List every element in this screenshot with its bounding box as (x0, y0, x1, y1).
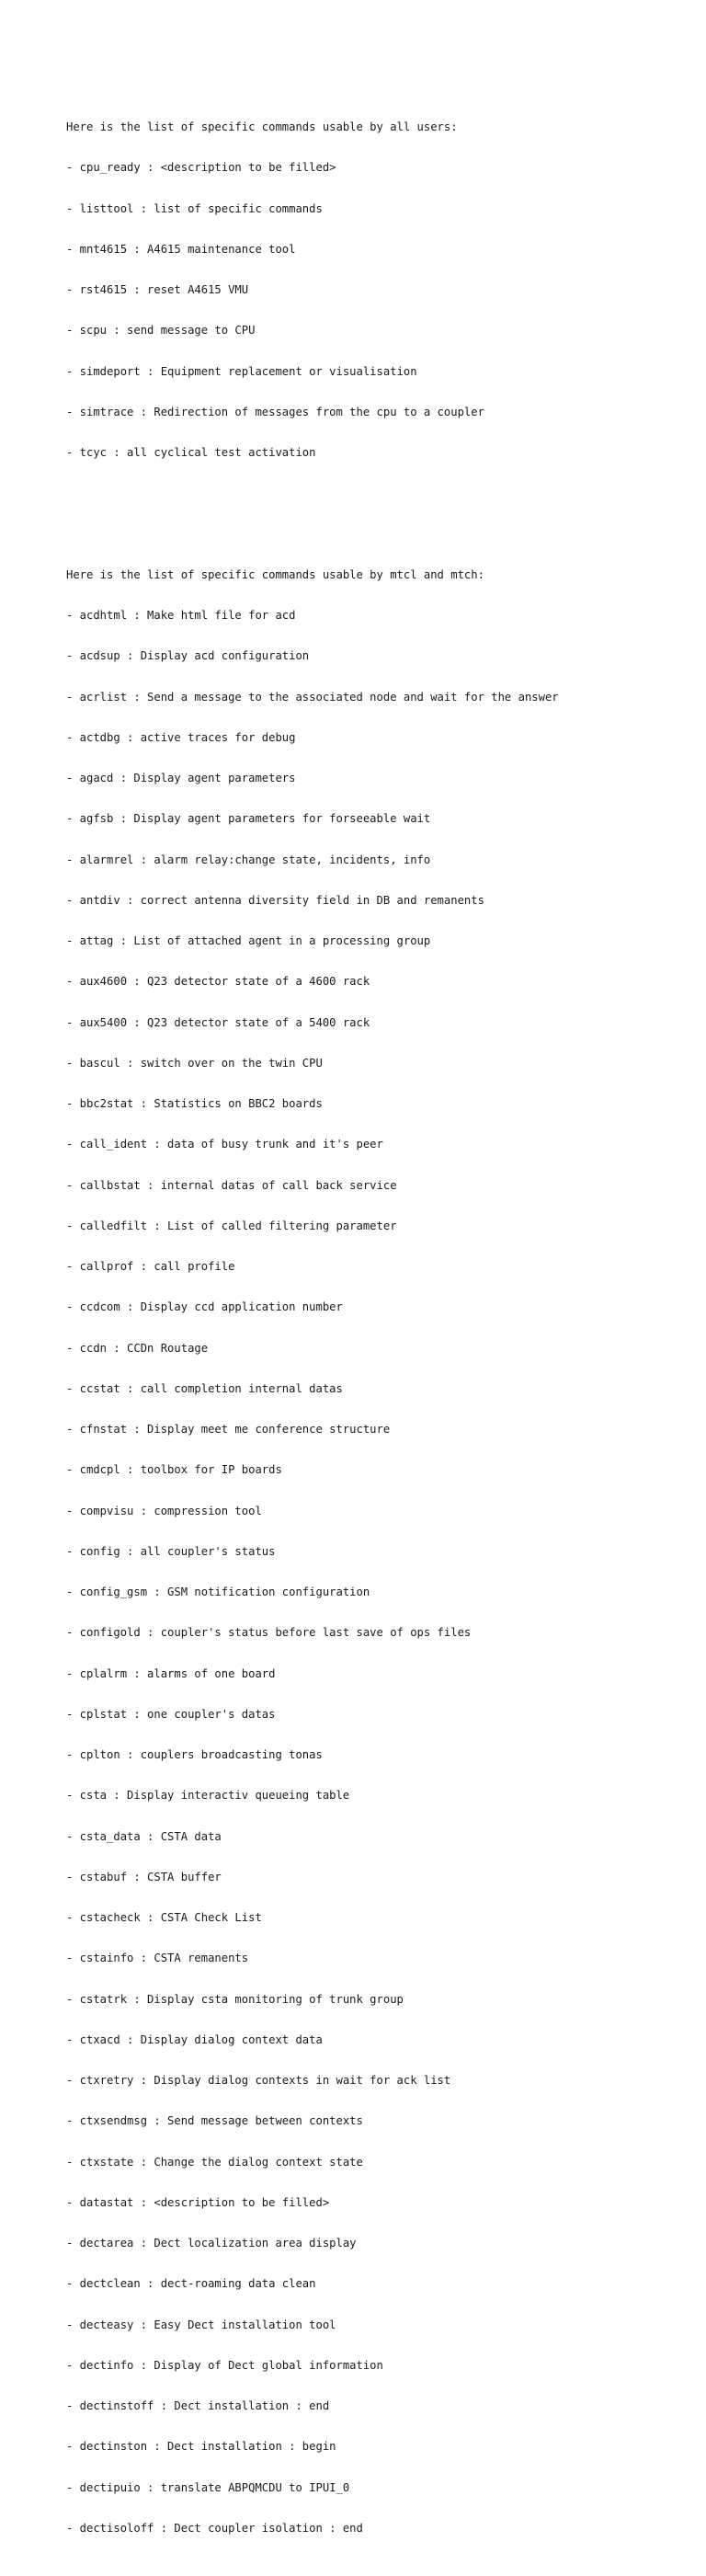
command-line: - aux5400 : Q23 detector state of a 5400 rack (66, 1015, 370, 1029)
command-line: - decteasy : Easy Dect installation tool (66, 2318, 336, 2331)
command-line: - agfsb : Display agent parameters for forseeable wait (66, 812, 431, 826)
command-line: - cpu_ready : <description to be filled> (66, 161, 336, 175)
command-line: - configold : coupler's status before last save of ops files (66, 1626, 472, 1640)
command-line: - cstainfo : CSTA remanents (66, 1952, 249, 1965)
command-line: - dectinstoff : Dect installation : end (66, 2399, 330, 2412)
command-line: - ctxacd : Display dialog context data (66, 2032, 323, 2046)
command-line: - simtrace : Redirection of messages from the cpu to a coupler (66, 405, 484, 418)
section-heading: Here is the list of specific commands usable by all users: (66, 120, 458, 133)
command-line: - cstabuf : CSTA buffer (66, 1870, 222, 1883)
command-line: - rst4615 : reset A4615 VMU (66, 283, 249, 296)
command-line: - config_gsm : GSM notification configuration (66, 1586, 370, 1598)
command-line: - datastat : <description to be filled> (66, 2195, 330, 2209)
command-line: - listtool : list of specific commands (66, 201, 323, 215)
command-line: - dectipuio : translate ABPQMCDU to IPUI_0 (66, 2480, 350, 2494)
command-line: - acdhtml : Make html file for acd (66, 609, 296, 622)
command-line: - dectarea : Dect localization area display (66, 2237, 357, 2250)
command-line: - antdiv : correct antenna diversity field in DB and remanents (66, 893, 484, 907)
command-line: - acdsup : Display acd configuration (66, 649, 310, 663)
command-line: - ctxstate : Change the dialog context state (66, 2155, 363, 2169)
command-line: - bascul : switch over on the twin CPU (66, 1056, 323, 1070)
command-line: - bbc2stat : Statistics on BBC2 boards (66, 1097, 323, 1110)
command-line: - scpu : send message to CPU (66, 324, 256, 338)
command-line: - calledfilt : List of called filtering parameter (66, 1219, 397, 1232)
command-line: - alarmrel : alarm relay:change state, incidents, info (66, 853, 431, 866)
document-page (66, 66, 691, 2576)
command-line: - cmdcpl : toolbox for IP boards (66, 1463, 282, 1477)
command-line: - dectinfo : Display of Dect global information (66, 2358, 383, 2372)
command-line: - attag : List of attached agent in a processing group (66, 934, 431, 947)
section-mtcl-mtch (66, 541, 691, 2562)
command-line: - callbstat : internal datas of call back service (66, 1178, 397, 1192)
command-line: - simdeport : Equipment replacement or visualisation (66, 364, 417, 378)
command-line: - tcyc : all cyclical test activation (66, 446, 316, 459)
command-line: - compvisu : compression tool (66, 1504, 262, 1517)
command-line: - aux4600 : Q23 detector state of a 4600 rack (66, 975, 370, 989)
command-line: - csta_data : CSTA data (66, 1829, 222, 1843)
command-line: - callprof : call profile (66, 1260, 235, 1273)
command-line: - ccdn : CCDn Routage (66, 1341, 209, 1355)
command-line: - actdbg : active traces for debug (66, 730, 296, 744)
command-line: - ccstat : call completion internal datas (66, 1381, 343, 1395)
command-line: - ctxsendmsg : Send message between contexts (66, 2114, 363, 2128)
command-line: - config : all coupler's status (66, 1544, 276, 1558)
command-line: - acrlist : Send a message to the associated node and wait for the answer (66, 690, 559, 704)
command-line: - csta : Display interactiv queueing table (66, 1789, 350, 1803)
command-line: - ccdcom : Display ccd application number (66, 1300, 343, 1314)
command-line: - cplton : couplers broadcasting tonas (66, 1748, 323, 1761)
command-line: - call_ident : data of busy trunk and it's peer (66, 1138, 383, 1151)
command-line: - dectinston : Dect installation : begin (66, 2440, 336, 2454)
command-line: - dectclean : dect-roaming data clean (66, 2277, 316, 2291)
section-all-users (66, 94, 691, 487)
command-line: - cplstat : one coupler's datas (66, 1707, 276, 1721)
command-line: - cstacheck : CSTA Check List (66, 1911, 262, 1924)
command-line: - mnt4615 : A4615 maintenance tool (66, 242, 296, 256)
command-line: - ctxretry : Display dialog contexts in wait for ack list (66, 2074, 451, 2087)
command-line: - cplalrm : alarms of one board (66, 1666, 276, 1680)
command-line: - dectisoloff : Dect coupler isolation : end (66, 2521, 363, 2535)
command-line: - agacd : Display agent parameters (66, 772, 296, 784)
section-heading: Here is the list of specific commands usable by mtcl and mtch: (66, 567, 484, 581)
command-line: - cfnstat : Display meet me conference structure (66, 1423, 391, 1436)
command-line: - cstatrk : Display csta monitoring of trunk group (66, 1992, 404, 2006)
